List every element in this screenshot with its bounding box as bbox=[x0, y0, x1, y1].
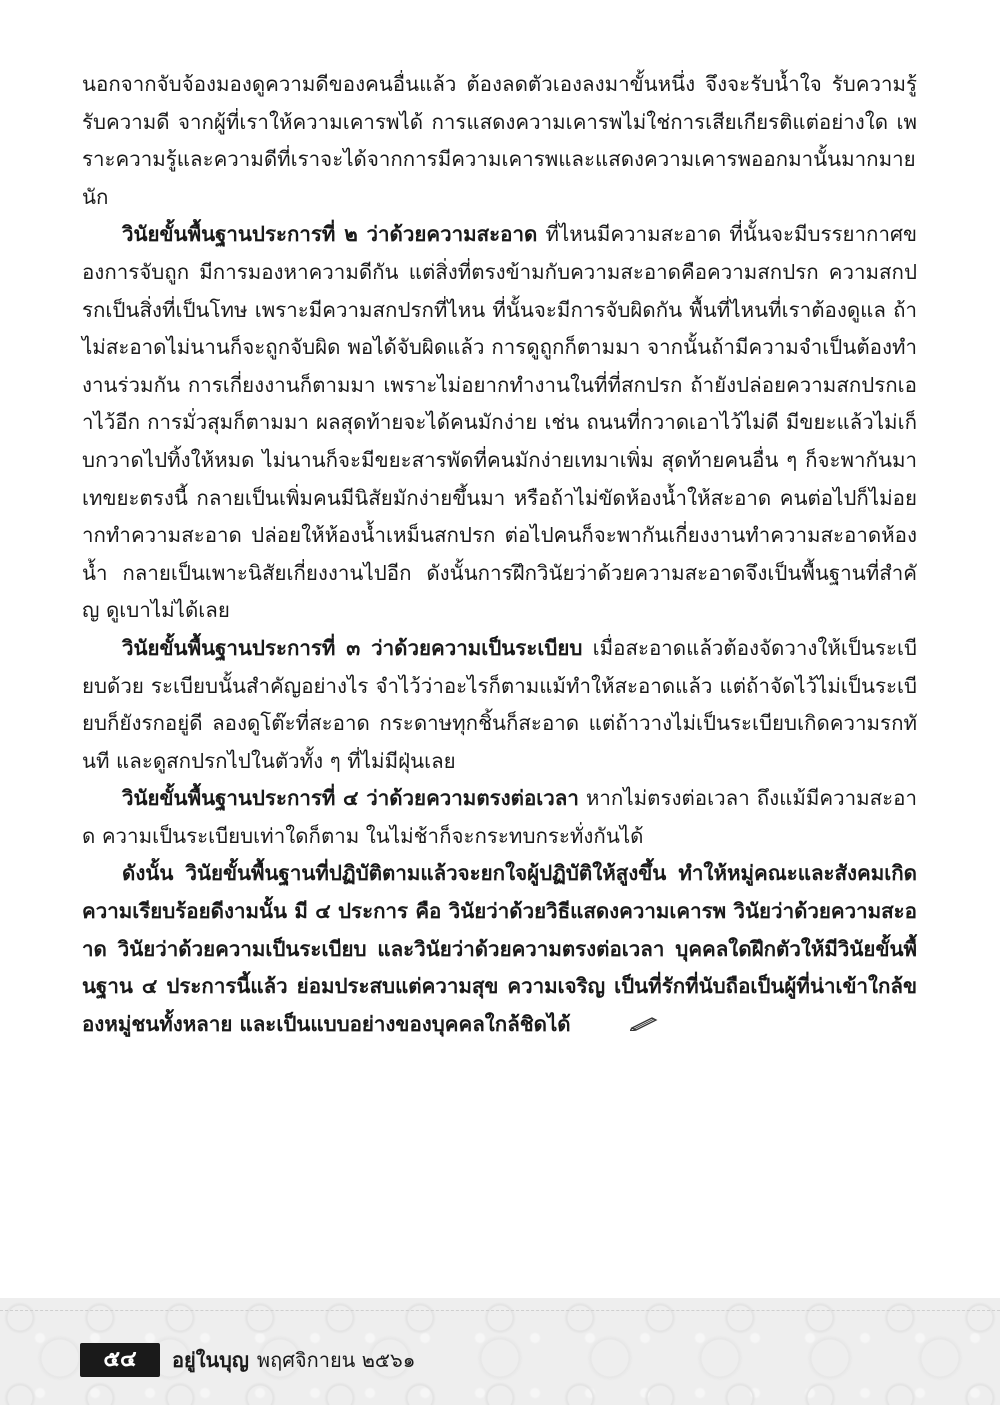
paragraph-heading: วินัยขั้นพื้นฐานประการที่ ๒ ว่าด้วยความสะอาด bbox=[122, 222, 538, 247]
paragraph-heading: วินัยขั้นพื้นฐานประการที่ ๔ ว่าด้วยความตรงต่อเวลา bbox=[122, 786, 579, 811]
paragraph-orderliness bbox=[82, 630, 917, 780]
pen-end-mark-icon bbox=[590, 1006, 660, 1044]
paragraph-text: นอกจากจับจ้องมองดูความดีของคนอื่นแล้ว ต้องลดตัวเองลงมาขั้นหนึ่ง จึงจะรับน้ำใจ รับความรู้ รับความดี จากผู้ที่เราให้ความเคารพได้ การแสดงความเคารพไม่ใช่การเสียเกียรติแต่อย่างใด เพราะความรู้และความดีที่เราจะได้จากการมีความเคารพและแสดงความเคารพออกมานั้นมากมายนัก bbox=[82, 72, 917, 209]
paragraph-text: หากไม่ตรงต่อเวลา ถึงแม้มีความสะอาด ความเป็นระเบียบเท่าใดก็ตาม ในไม่ช้าก็จะกระทบกระทั่งกันได้ bbox=[82, 786, 917, 848]
paragraph-respect-closing bbox=[82, 66, 917, 216]
paragraph-text: ดังนั้น วินัยขั้นพื้นฐานที่ปฏิบัติตามแล้วจะยกใจผู้ปฏิบัติให้สูงขึ้น ทำให้หมู่คณะและสังคมเกิดความเรียบร้อยดีงามนั้น มี ๔ ประการ คือ วินัยว่าด้วยวิธีแสดงความเคารพ วินัยว่าด้วยความสะอาด วินัยว่าด้วยความเป็นระเบียบ และวินัยว่าด้วยความตรงต่อเวลา บุคคลใดฝึกตัวให้มีวินัยขั้นพื้นฐาน ๔ ประการนี้แล้ว ย่อมประสบแต่ความสุข ความเจริญ เป็นที่รักที่นับถือเป็นผู้ที่น่าเข้าใกล้ของหมู่ชนทั้งหลาย และเป็นแบบอย่างของบุคคลใกล้ชิดได้ bbox=[82, 861, 917, 1036]
publication-footer bbox=[172, 1343, 415, 1377]
publication-name: อยู่ในบุญ bbox=[172, 1348, 249, 1372]
paragraph-text: เมื่อสะอาดแล้วต้องจัดวางให้เป็นระเบียบด้วย ระเบียบนั้นสำคัญอย่างไร จำไว้ว่าอะไรก็ตามแม้ทำให้สะอาดแล้ว แต่ถ้าจัดไว้ไม่เป็นระเบียบก็ยังรกอยู่ดี ลองดูโต๊ะที่สะอาด กระดาษทุกชิ้นก็สะอาด แต่ถ้าวางไม่เป็นระเบียบเกิดความรกทันที และดูสกปรกไปในตัวทั้ง ๆ ที่ไม่มีฝุ่นเลย bbox=[82, 635, 917, 773]
article-body bbox=[82, 66, 917, 1044]
paragraph-text: ที่ไหนมีความสะอาด ที่นั้นจะมีบรรยากาศของการจับถูก มีการมองหาความดีกัน แต่สิ่งที่ตรงข้ามกับความสะอาดคือความสกปรก ความสกปรกเป็นสิ่งที่เป็นโทษ เพราะมีความสกปรกที่ไหน ที่นั้นจะมีการจับผิดกัน พื้นที่ไหนที่เราต้องดูแล ถ้าไม่สะอาดไม่นานก็จะถูกจับผิด พอได้จับผิดแล้ว การดูถูกก็ตามมา จากนั้นถ้ามีความจำเป็นต้องทำงานร่วมกัน การเกี่ยงงานก็ตามมา เพราะไม่อยากทำงานในที่ที่สกปรก ถ้ายังปล่อยความสกปรกเอาไว้อีก การมั่วสุมก็ตามมา ผลสุดท้ายจะได้คนมักง่าย เช่น ถนนที่กวาดเอาไว้ไม่ดี มีขยะแล้วไม่เก็บกวาดไปทิ้งให้หมด ไม่นานก็จะมีขยะสารพัดที่คนมักง่ายเทมาเพิ่ม สุดท้ายคนอื่น ๆ ก็จะพากันมาเทขยะตรงนี้ กลายเป็นเพิ่มคนมีนิสัยมักง่ายขึ้นมา หรือถ้าไม่ขัดห้องน้ำให้สะอาด คนต่อไปก็ไม่อยากทำความสะอาด ปล่อยให้ห้องน้ำเหม็นสกปรก ต่อไปคนก็จะพากันเกี่ยงงานทำความสะอาดห้องน้ำ กลายเป็นเพาะนิสัยเกี่ยงงานไปอีก ดังนั้นการฝึกวินัยว่าด้วยความสะอาดจึงเป็นพื้นฐานที่สำคัญ ดูเบาไม่ได้เลย bbox=[82, 222, 918, 623]
paragraph-punctuality bbox=[82, 780, 917, 855]
paragraph-cleanliness bbox=[82, 216, 917, 630]
paragraph-heading: วินัยขั้นพื้นฐานประการที่ ๓ ว่าด้วยความเป็นระเบียบ bbox=[122, 635, 583, 660]
issue-date: พฤศจิกายน ๒๕๖๑ bbox=[256, 1348, 416, 1372]
footer-divider bbox=[0, 1310, 1000, 1311]
page-number-badge: ๕๔ bbox=[80, 1343, 160, 1377]
paragraph-conclusion bbox=[82, 855, 917, 1043]
